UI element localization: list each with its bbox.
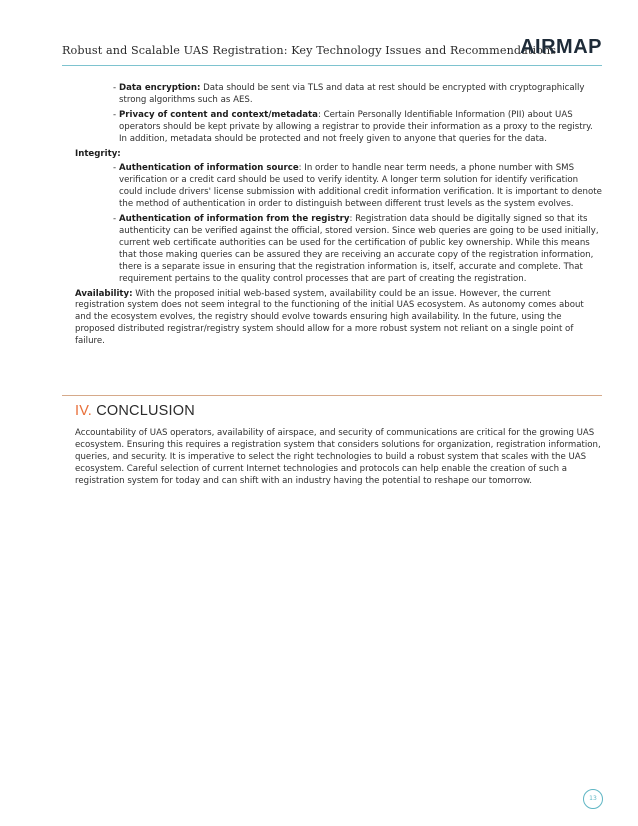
conclusion-heading: [75, 403, 195, 419]
running-title: Robust and Scalable UAS Registration: Key Technology Issues and Recommendations: [62, 44, 557, 57]
page-header: [62, 38, 602, 68]
item-text: : Registration data should be digitally signed so that its authenticity can be verified against the official, stored version. Since web queries are going to be used initially, current web certificate authorities can be used for the certification of public key ownership. While this means that those making queries can be assured they are receiving an accurate copy of the registration information, there is a separate issue in ensuring that the registration information is, itself, accurate and complete. That requirement pertains to the quality control processes that are part of creating the registration.: [119, 214, 599, 284]
item-text: Data should be sent via TLS and data at rest should be encrypted with cryptographically strong algorithms such as AES.: [119, 83, 585, 105]
section-divider: [62, 395, 602, 396]
item-text: : Certain Personally Identifiable Information (PII) about UAS operators should be kept private by allowing a registrar to provide their information as a proxy to the registry. In addition, metadata should be protected and not freely given to anyone that queries for the data.: [119, 109, 593, 144]
section-title: CONCLUSION: [92, 403, 195, 419]
main-content: [75, 83, 602, 348]
conclusion-paragraph: Accountability of UAS operators, availability of airspace, and security of communications are critical for the growing UAS ecosystem. Ensuring this requires a registration system that considers solutions for organization, registration information, queries, and security. It is imperative to select the right technologies to build a robust system that scales with the UAS ecosystem. Careful selection of current Internet technologies and protocols can help enable the creation of such a registration system for today and can shift with an industry having the potential to reshape our tomorrow.: [75, 428, 601, 486]
availability-paragraph: [75, 289, 602, 349]
item-title: Authentication of information from the registry: [119, 214, 350, 225]
page-number: 13: [583, 789, 603, 809]
availability-text: With the proposed initial web-based system, availability could be an issue. However, the current registration system does not seem integral to the functioning of the initial UAS ecosystem. As autonomy comes about and the ecosystem evolves, the registry should evolve towards ensuring high availability. In the future, using the proposed distributed registrar/registry system should allow for a more robust system not reliant on a single point of failure.: [75, 288, 584, 347]
list-item-data-encryption: - Data encryption: Data should be sent via TLS and data at rest should be encrypted with cryptographically strong algorithms such as AES.: [113, 83, 585, 105]
item-title: Privacy of content and context/metadata: [119, 109, 318, 120]
list-item-privacy-metadata: - Privacy of content and context/metadata: Certain Personally Identifiable Information (PII) about UAS operators should be kept private by allowing a registrar to provide their information as a proxy to the registry. In addition, metadata should be protected and not freely given to anyone that queries for the data.: [113, 109, 593, 144]
header-divider: [62, 65, 602, 66]
list-item-auth-registry: - Authentication of information from the registry: Registration data should be digitally signed so that its authenticity can be verified against the official, stored version. Since web queries are going to be used initially, current web certificate authorities can be used for the certification of public key ownership. While this means that those making queries can be assured they are receiving an accurate copy of the registration information, there is a separate issue in ensuring that the registration information is, itself, accurate and complete. That requirement pertains to the quality control processes that are part of creating the registration.: [113, 214, 599, 284]
section-number: IV.: [75, 403, 92, 419]
integrity-label: Integrity:: [75, 148, 121, 159]
item-text: : In order to handle near term needs, a phone number with SMS verification or a credit card should be used to verify identity. A longer term solution for identify verification could include drivers' license submission with additional credit information verification. It is important to denote the method of authentication in order to distinguish between different trust levels as the system evolves.: [119, 163, 602, 210]
airmap-logo: AIRMAP: [520, 36, 602, 58]
availability-label: Availability:: [75, 288, 133, 299]
item-title: Data encryption:: [119, 83, 201, 93]
item-title: Authentication of information source: [119, 163, 299, 174]
list-item-auth-source: - Authentication of information source: In order to handle near term needs, a phone number with SMS verification or a credit card should be used to verify identity. A longer term solution for identify verification could include drivers' license submission with additional credit information verification. It is important to denote the method of authentication in order to distinguish between different trust levels as the system evolves.: [113, 163, 602, 210]
